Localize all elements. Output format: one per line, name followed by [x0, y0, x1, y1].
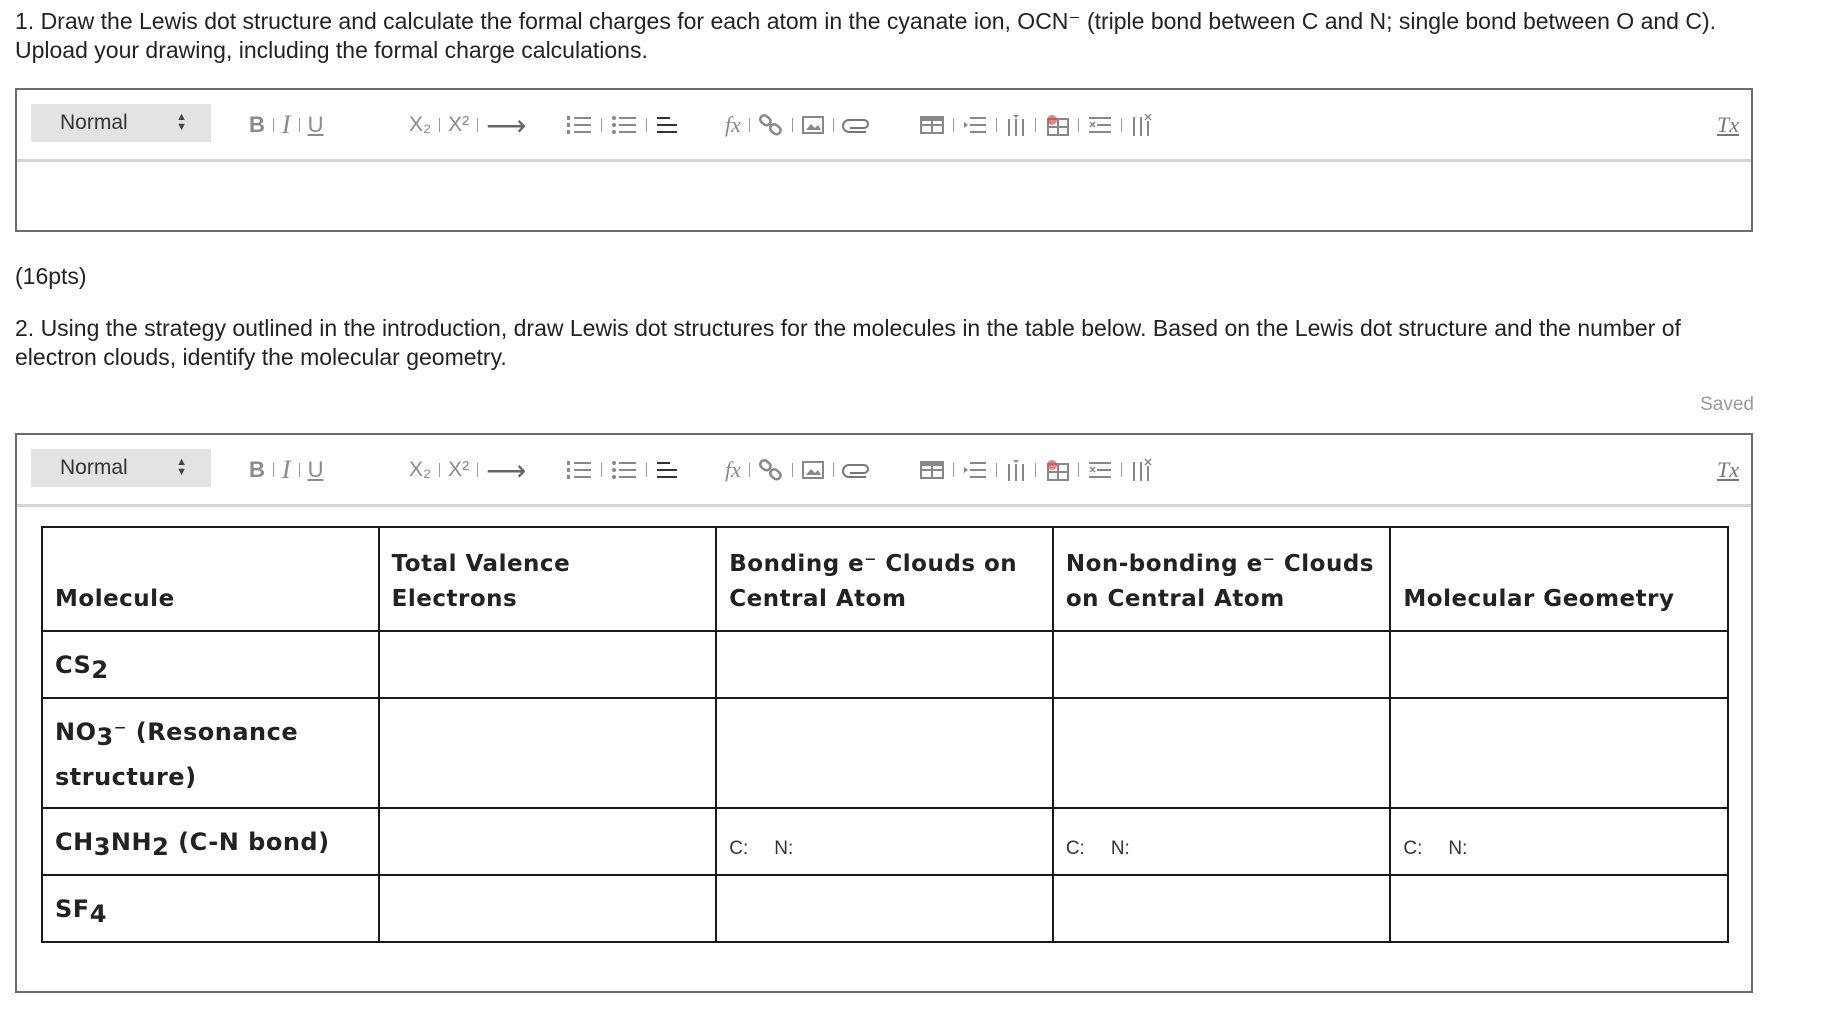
format-select[interactable] [31, 104, 211, 142]
save-status: Saved [1700, 394, 1754, 415]
table-cell[interactable] [379, 631, 717, 698]
align-icon[interactable] [655, 455, 679, 485]
subscript-button[interactable]: X₂ [409, 113, 432, 136]
question-2-text: 2. Using the strategy outlined in the introduction, draw Lewis dot structures for the molecules in the table below. Based on the Lewis dot structure and the number of electron clouds, identify the molecular geometry. [15, 315, 1681, 370]
formula-button[interactable]: fx [725, 112, 741, 137]
paperclip-icon[interactable] [842, 110, 872, 140]
insert-group [725, 108, 872, 142]
select-arrows-icon: ▲ ▼ [176, 111, 187, 133]
paperclip-icon[interactable] [842, 455, 872, 485]
subscript-button[interactable]: X₂ [409, 458, 432, 481]
clear-format-button[interactable]: Tx [1717, 112, 1739, 137]
editor-toolbar [17, 435, 1751, 507]
list-group [565, 108, 679, 142]
underline-button[interactable]: U [307, 457, 324, 482]
table-row [42, 808, 1728, 875]
points-label: (16pts) [15, 263, 87, 289]
table-cell[interactable] [1053, 875, 1391, 942]
table-cell[interactable] [716, 698, 1053, 808]
insert-group [725, 453, 872, 487]
table-cell[interactable] [1053, 698, 1391, 808]
script-group [409, 108, 526, 142]
delete-row-icon[interactable] [1087, 455, 1113, 485]
list-group [565, 453, 679, 487]
table-cell[interactable] [716, 875, 1053, 942]
insert-row-icon[interactable] [962, 110, 988, 140]
bold-button[interactable]: B [249, 457, 265, 482]
table-header-cell: Total Valence Electrons [379, 527, 717, 631]
bold-button[interactable]: B [249, 112, 265, 137]
delete-table-icon[interactable] [1044, 455, 1070, 485]
table-cell[interactable] [1053, 631, 1391, 698]
align-icon[interactable] [655, 110, 679, 140]
table-row [42, 875, 1728, 942]
text-style-group [249, 453, 323, 487]
molecule-cell[interactable]: $CS_2$ [42, 631, 379, 698]
table-cell[interactable] [379, 808, 717, 875]
arrow-button[interactable]: ⟶ [486, 109, 527, 141]
table-cell[interactable] [1390, 631, 1728, 698]
editor-toolbar [17, 90, 1751, 162]
table-header-cell: Non-bonding e⁻ Clouds on Central Atom [1053, 527, 1391, 631]
ordered-list-icon[interactable] [565, 110, 593, 140]
link-icon[interactable] [758, 455, 784, 485]
format-select-value: Normal [60, 111, 128, 134]
image-icon[interactable] [801, 455, 825, 485]
link-icon[interactable] [758, 110, 784, 140]
delete-column-icon[interactable] [1130, 455, 1152, 485]
format-select[interactable] [31, 449, 211, 487]
answer-editor-1[interactable] [15, 88, 1753, 232]
insert-column-icon[interactable] [1005, 455, 1027, 485]
delete-table-icon[interactable] [1044, 110, 1070, 140]
molecule-table [41, 526, 1729, 943]
arrow-button[interactable]: ⟶ [486, 454, 527, 486]
formula-button[interactable]: fx [725, 457, 741, 482]
table-header-cell: Bonding e⁻ Clouds on Central Atom [716, 527, 1053, 631]
superscript-button[interactable]: X² [448, 458, 470, 481]
table-icon[interactable] [919, 455, 945, 485]
table-header-cell: Molecular Geometry [1390, 527, 1728, 631]
table-cell[interactable] [716, 631, 1053, 698]
editor-content-area[interactable] [17, 162, 1751, 228]
script-group [409, 453, 526, 487]
molecule-cell[interactable]: $CH_3NH_2$ (C-N bond) [42, 808, 379, 875]
italic-button[interactable]: I [281, 110, 291, 139]
table-icon[interactable] [919, 110, 945, 140]
table-cell[interactable] [379, 875, 717, 942]
italic-button[interactable]: I [281, 455, 291, 484]
editor-content-area[interactable] [17, 507, 1751, 989]
bullet-list-icon[interactable] [610, 110, 638, 140]
bullet-list-icon[interactable] [610, 455, 638, 485]
superscript-button[interactable]: X² [448, 113, 470, 136]
table-cell[interactable]: C: N: [1390, 808, 1728, 875]
answer-editor-2[interactable] [15, 433, 1753, 993]
table-header-row [42, 527, 1728, 631]
format-select-value: Normal [60, 456, 128, 479]
insert-row-icon[interactable] [962, 455, 988, 485]
table-cell[interactable]: C: N: [1053, 808, 1391, 875]
table-row [42, 698, 1728, 808]
table-group [919, 108, 1152, 142]
delete-column-icon[interactable] [1130, 110, 1152, 140]
molecule-cell[interactable]: $SF_4$ [42, 875, 379, 942]
table-group [919, 453, 1152, 487]
clear-group [1717, 453, 1739, 487]
question-1-text: 1. Draw the Lewis dot structure and calculate the formal charges for each atom in the cyanate ion, OCN⁻ (triple bond between C and N; single bond between O and C). Upload your drawing, including the formal charge calculations. [15, 8, 1717, 63]
table-cell[interactable] [1390, 698, 1728, 808]
insert-column-icon[interactable] [1005, 110, 1027, 140]
table-cell[interactable] [1390, 875, 1728, 942]
table-row [42, 631, 1728, 698]
select-arrows-icon: ▲ ▼ [176, 456, 187, 478]
underline-button[interactable]: U [307, 112, 324, 137]
text-style-group [249, 108, 323, 142]
clear-format-button[interactable]: Tx [1717, 457, 1739, 482]
ordered-list-icon[interactable] [565, 455, 593, 485]
clear-group [1717, 108, 1739, 142]
molecule-cell[interactable]: $NO_3^-$ (Resonance structure) [42, 698, 379, 808]
image-icon[interactable] [801, 110, 825, 140]
table-cell[interactable]: C: N: [716, 808, 1053, 875]
delete-row-icon[interactable] [1087, 110, 1113, 140]
table-cell[interactable] [379, 698, 717, 808]
table-header-cell: Molecule [42, 527, 379, 631]
